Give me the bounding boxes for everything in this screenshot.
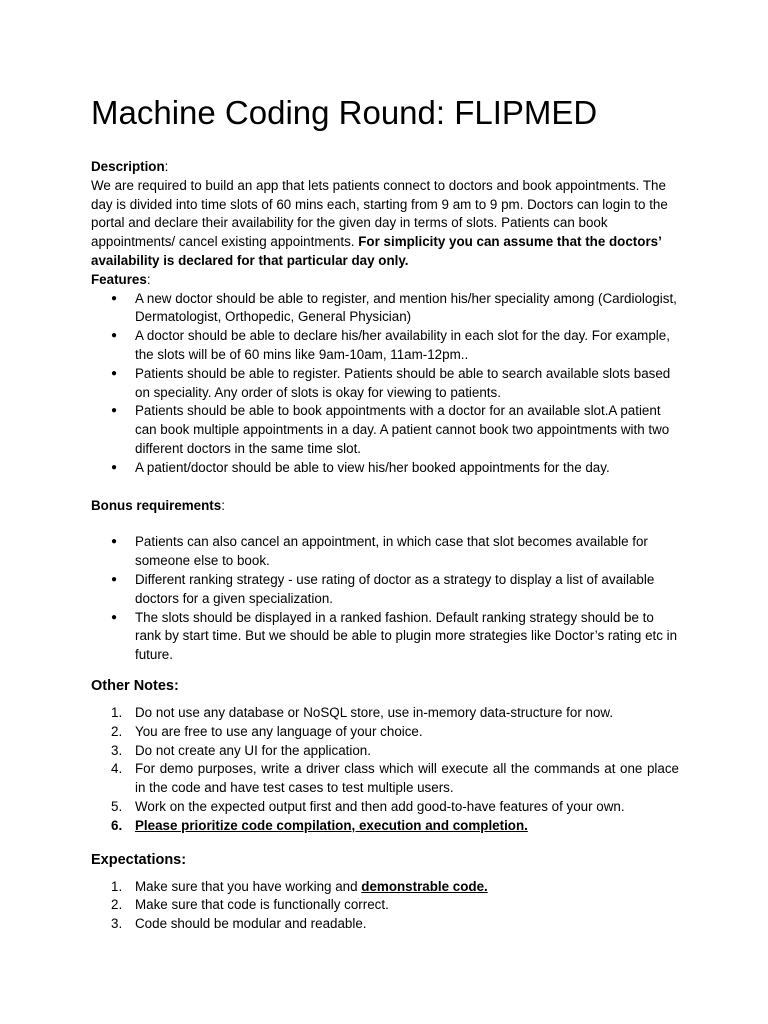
list-item: ● A doctor should be able to declare his/her availability in each slot for the day. For example, the slots will be of 60 mins like 9am-10am, 11am-12pm.. bbox=[91, 327, 679, 365]
bonus-label: Bonus requirements bbox=[91, 497, 222, 513]
list-item bbox=[91, 896, 679, 915]
item-text: Do not create any UI for the application. bbox=[135, 742, 371, 758]
other-notes-list bbox=[91, 704, 679, 836]
item-text: You are free to use any language of your choice. bbox=[135, 723, 423, 739]
list-item bbox=[91, 798, 679, 817]
description-text bbox=[91, 177, 679, 271]
features-colon: : bbox=[146, 271, 151, 287]
list-item: ● Patients can also cancel an appointment, in which case that slot becomes available for someone else to book. bbox=[91, 533, 679, 571]
spacer bbox=[91, 696, 679, 704]
item-text: For demo purposes, write a driver class which will execute all the commands at one place in the code and have test cases to test multiple users. bbox=[135, 761, 679, 796]
description-body: We are required to build an app that lets patients connect to doctors and book appointments. The day is divided into time slots of 60 mins each, starting from 9 am to 9 pm. Doctors can login to the portal and declare their availability for the given day in terms of slots. Patients can book appointments/ cancel existing appointments. bbox=[91, 177, 668, 250]
bonus-heading bbox=[91, 497, 679, 516]
item-number: 1. bbox=[111, 704, 123, 720]
item-number: 2. bbox=[111, 897, 123, 913]
spacer bbox=[91, 478, 679, 497]
spacer bbox=[91, 665, 679, 676]
item-number: 3. bbox=[111, 742, 123, 758]
features-heading bbox=[91, 271, 679, 290]
list-item bbox=[91, 723, 679, 742]
expectations-heading: Expectations: bbox=[91, 851, 187, 868]
item-text: Make sure that you have working and bbox=[135, 878, 362, 894]
list-item: ● Patients should be able to register. Patients should be able to search available slots based on speciality. Any order of slots is okay for viewing to patients. bbox=[91, 365, 679, 403]
list-item bbox=[91, 742, 679, 761]
item-number: 3. bbox=[111, 916, 123, 932]
description-label: Description bbox=[91, 159, 165, 174]
item-text: Make sure that code is functionally correct. bbox=[135, 897, 389, 913]
expectations-list bbox=[91, 878, 679, 934]
item-number: 5. bbox=[111, 798, 123, 814]
item-number: 2. bbox=[111, 723, 123, 739]
features-list bbox=[91, 290, 679, 478]
bonus-colon: : bbox=[221, 497, 225, 513]
description-bold-note: For simplicity you can assume that the doctors’ availability is declared for that particular day only. bbox=[91, 234, 662, 268]
list-item: ● A new doctor should be able to register, and mention his/her speciality among (Cardiologist, Dermatologist, Orthopedic, General Physician) bbox=[91, 290, 679, 328]
description-colon: : bbox=[164, 159, 169, 174]
list-item: ● A patient/doctor should be able to view his/her booked appointments for the day. bbox=[91, 459, 679, 478]
list-item bbox=[91, 817, 679, 836]
list-item: ● The slots should be displayed in a ranked fashion. Default ranking strategy should be to rank by start time. But we should be able to plugin more strategies like Doctor’s rating etc in future. bbox=[91, 609, 679, 665]
item-text: Please prioritize code compilation, execution and completion. bbox=[135, 817, 528, 833]
list-item: ● Patients should be able to book appointments with a doctor for an available slot.A patient can book multiple appointments in a day. A patient cannot book two appointments with two different doctors in the same time slot. bbox=[91, 402, 679, 458]
item-emphasis: demonstrable code. bbox=[361, 878, 488, 894]
list-item bbox=[91, 915, 679, 934]
item-number: 1. bbox=[111, 878, 123, 894]
spacer bbox=[91, 836, 679, 850]
page-title: Machine Coding Round: FLIPMED bbox=[91, 94, 598, 131]
other-notes-heading: Other Notes: bbox=[91, 677, 179, 694]
description-paragraph bbox=[91, 158, 679, 177]
list-item bbox=[91, 760, 679, 798]
item-number: 6. bbox=[111, 817, 123, 833]
document-body bbox=[91, 158, 679, 934]
item-text: Code should be modular and readable. bbox=[135, 916, 367, 932]
spacer bbox=[91, 870, 679, 878]
spacer bbox=[91, 515, 679, 533]
list-item bbox=[91, 878, 679, 897]
item-text: Do not use any database or NoSQL store, use in-memory data-structure for now. bbox=[135, 704, 614, 720]
list-item: ● Different ranking strategy - use rating of doctor as a strategy to display a list of available doctors for a given specialization. bbox=[91, 571, 679, 609]
item-text: Work on the expected output first and then add good-to-have features of your own. bbox=[135, 798, 625, 814]
bonus-list bbox=[91, 533, 679, 665]
item-number: 4. bbox=[111, 761, 123, 777]
list-item bbox=[91, 704, 679, 723]
features-label: Features bbox=[91, 271, 147, 287]
